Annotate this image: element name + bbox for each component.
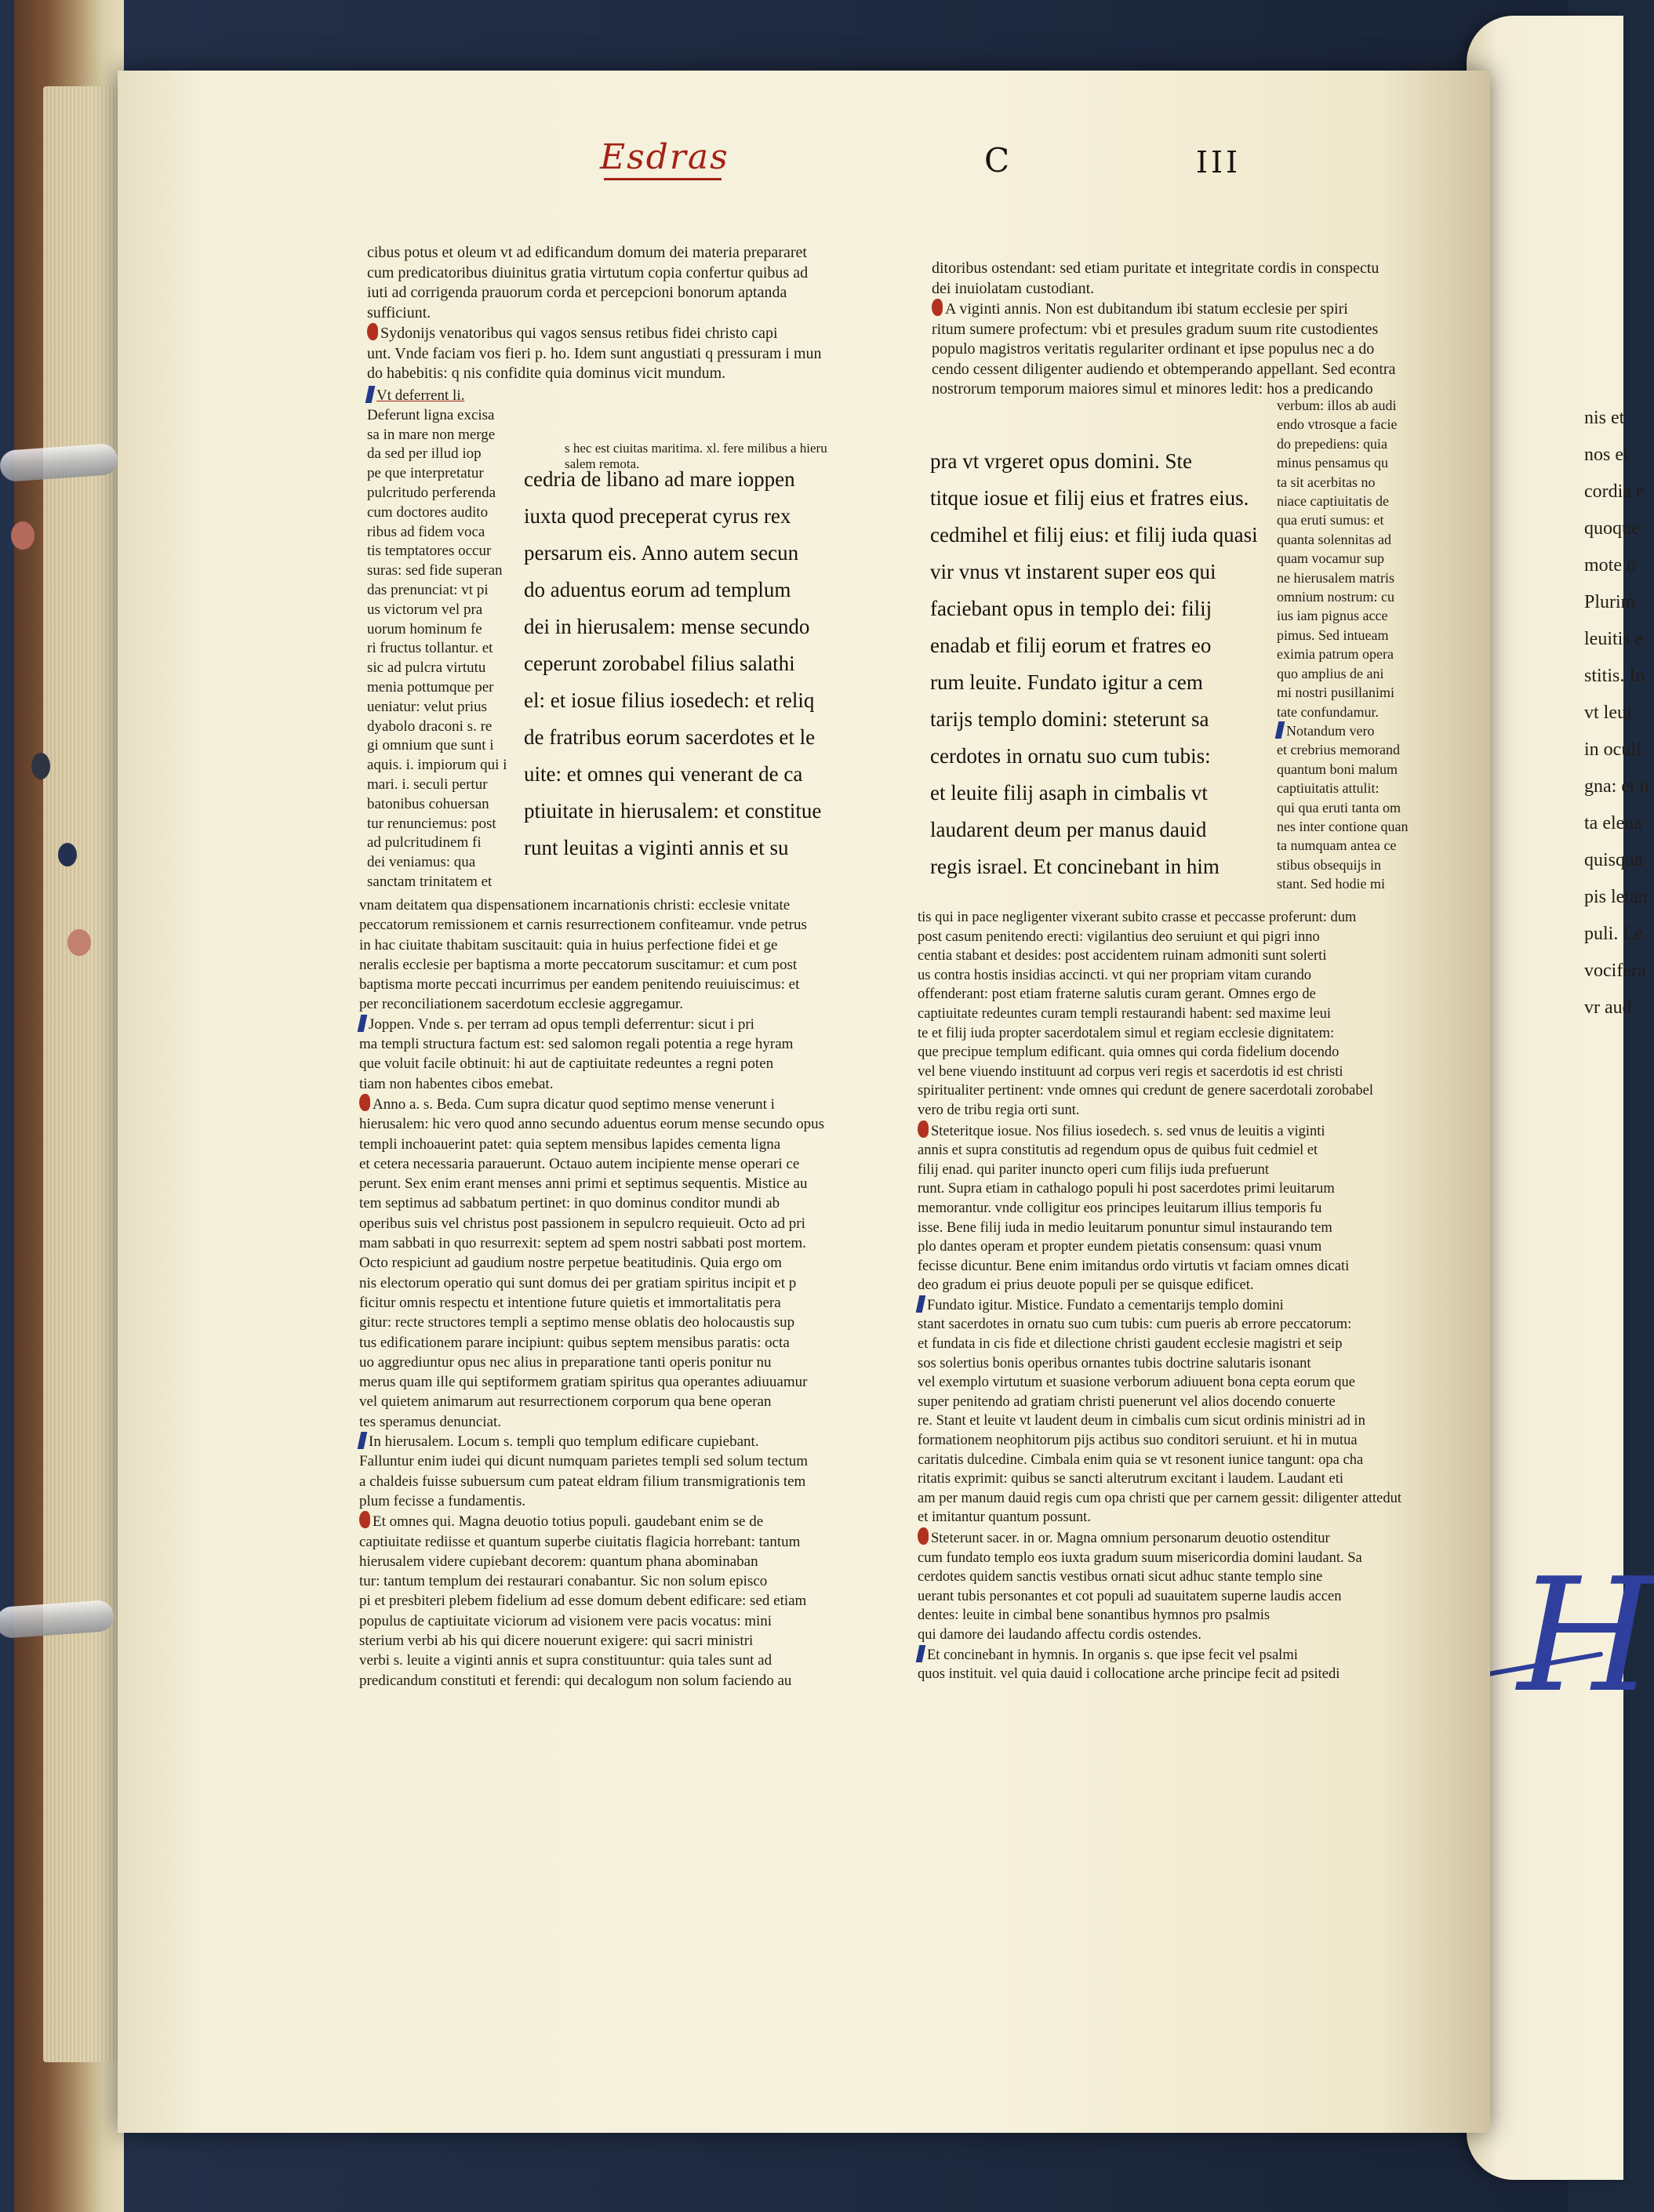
paragraph-mark — [358, 1015, 368, 1032]
interlinear-line: s hec est ciuitas maritima. xl. fere milibus a hieru — [565, 441, 827, 456]
gloss-line: et cetera necessaria parauerunt. Octauo autem incipiente mense operari ce — [359, 1155, 800, 1172]
gloss-line: Deferunt ligna excisa — [367, 406, 495, 423]
gloss-line: Sydonijs venatoribus qui vagos sensus retibus fidei christo capi — [367, 323, 822, 344]
main-text-line: iuxta quod preceperat cyrus rex — [524, 504, 791, 528]
main-text-line: cerdotes in ornatu suo cum tubis: — [930, 744, 1211, 768]
gloss-line: niace captiuitatis de — [1277, 493, 1389, 510]
gloss-line: tus edificationem parare incipiunt: quibus septem mensibus paratis: octa — [359, 1334, 790, 1351]
main-text-left — [524, 461, 821, 866]
gloss-line: das prenunciat: vt pi — [367, 581, 489, 598]
gloss-line: sa in mare non merge — [367, 426, 496, 443]
gloss-line: stant sacerdotes in ornatu suo cum tubis: cum pueris ab errore peccatorum: — [918, 1317, 1352, 1333]
facing-line: vocifera — [1584, 961, 1646, 981]
gloss-line: mari. i. seculi pertur — [367, 775, 488, 793]
gloss-line: neralis ecclesie per baptisma a morte peccatorum suscitamur: et cum post — [359, 956, 798, 973]
gloss-line: centia stabant et desides: post accidentem ruinam admoniti sunt solerti — [918, 948, 1327, 964]
facing-line: quisqua — [1584, 850, 1643, 870]
facing-line: pis letan — [1584, 887, 1648, 907]
gloss-line: minus pensamus qu — [1277, 455, 1388, 471]
gloss-line: ditoribus ostendant: sed etiam puritate et integritate cordis in conspectu — [932, 260, 1380, 277]
gloss-line: merus quam ille qui septiformem gratiam spiritus qua operantes adiuuamur — [359, 1374, 808, 1391]
main-text-line: rum leuite. Fundato igitur a cem — [930, 670, 1203, 694]
facing-line: vr aud — [1584, 997, 1632, 1018]
main-text-line: faciebant opus in templo dei: filij — [930, 597, 1212, 620]
facing-line: Plurim — [1584, 592, 1636, 612]
main-text-line: do aduentus eorum ad templum — [524, 578, 791, 601]
gloss-line: stibus obsequijs in — [1277, 856, 1382, 873]
main-text-line: tarijs templo domini: steterunt sa — [930, 707, 1209, 731]
gloss-line: annis et supra constitutis ad regendum opus de quibus fuit cedmiel et — [918, 1142, 1318, 1159]
gloss-line: qua eruti sumus: et — [1277, 512, 1384, 528]
rubric-paragraph-mark — [918, 1121, 929, 1138]
main-text-line: cedmihel et filij eius: et filij iuda quasi — [930, 523, 1258, 547]
gloss-line: mam sabbati in quo resurrexit: septem ad spem nostri sabbati post mortem. — [359, 1235, 806, 1252]
gloss-line: nostrorum temporum maiores simul et minores ledit: hos a predicando — [932, 380, 1373, 398]
gloss-line: isse. Bene filij iuda in medio leuitarum ponuntur simul instaurando tem — [918, 1219, 1332, 1236]
gloss-lemma: Et omnes qui. Magna deuotio totius populi. gaudebant enim se de — [359, 1511, 824, 1531]
gloss-line: sufficiunt. — [367, 303, 431, 321]
facing-line: mote n — [1584, 555, 1636, 576]
main-text-line: et leuite filij asaph in cimbalis vt — [930, 781, 1208, 805]
gloss-line: tur: tantum templum dei restaurari conabantur. Sic non solum episco — [359, 1573, 768, 1590]
blue-tab-marker — [58, 843, 77, 866]
gloss-lemma: Notandum vero — [1277, 721, 1408, 740]
gloss-lemma: Fundato igitur. Mistice. Fundato a cementarijs templo domini — [918, 1295, 1401, 1316]
gloss-line: super penitendo ad gratiam christi puenerunt vel alios docendo conuerte — [918, 1393, 1336, 1410]
gloss-lemma: Steterunt sacer. in or. Magna omnium personarum deuotio ostenditur — [918, 1527, 1401, 1549]
gloss-lemma: Vt deferrent li. — [367, 386, 507, 406]
gloss-line: eximia patrum opera — [1277, 646, 1394, 663]
gloss-line: verbi s. leuite a viginti annis et supra constituuntur: quia tales sunt ad — [359, 1652, 772, 1669]
facing-line: in oculi — [1584, 739, 1641, 760]
gloss-line: post casum penitendo erecti: vigilantius deo seruiunt et qui pigri inno — [918, 928, 1320, 945]
gloss-line: ta sit acerbitas no — [1277, 474, 1376, 490]
gloss-line: filij enad. qui pariter inuncto operi cum filijs iuda prefuerunt — [918, 1161, 1269, 1178]
gloss-line: unt. Vnde faciam vos fieri p. ho. Idem sunt angustiati q pressuram i mun — [367, 344, 822, 362]
gloss-lemma: In hierusalem. Locum s. templi quo templum edificare cupiebant. — [359, 1432, 824, 1451]
paragraph-mark — [1275, 721, 1285, 739]
rubric-paragraph-mark — [932, 299, 943, 316]
facing-page-initial: H — [1518, 1545, 1654, 1727]
gloss-line: cerdotes quidem sanctis vestibus ornati sicut adhuc stante templo sine — [918, 1569, 1323, 1585]
gloss-line: fecisse dicuntur. Bene enim imitandus ordo virtutis vt faciam omnes dicati — [918, 1258, 1350, 1274]
gloss-line: ritatis exprimit: quibus se sancti alterutrum excitant i laudem. Laudant eti — [918, 1471, 1344, 1487]
paragraph-mark — [365, 386, 376, 403]
main-text-line: uite: et omnes qui venerant de ca — [524, 762, 803, 786]
gloss-line: quos instituit. vel quia dauid i collocatione arche principe fecit ad psitedi — [918, 1666, 1340, 1683]
gloss-line: iuti ad corrigenda prauorum corda et percepcioni bonorum aptanda — [367, 284, 787, 301]
gloss-line: baptisma morte peccati incurrimus per eandem penitendo reuiuiscimus: et — [359, 976, 800, 993]
main-text-line: runt leuitas a viginti annis et su — [524, 836, 789, 859]
gloss-line: sos solertius bonis operibus ornantes tubis doctrine salutaris isonant — [918, 1355, 1311, 1371]
gloss-line: et crebrius memorand — [1277, 742, 1400, 758]
gloss-line: captiuitatis attulit: — [1277, 780, 1380, 797]
main-text-line: pra vt vrgeret opus domini. Ste — [930, 449, 1192, 473]
gloss-line: memorantur. vnde colligitur eos principes leuitarum illius temporis fu — [918, 1200, 1322, 1216]
gloss-line: ma templi structura factum est: sed salomon regali potentia a rege hyram — [359, 1036, 794, 1053]
gloss-line: peccatorum remissionem et carnis resurrectionem confiteamur. vnde petrus — [359, 917, 807, 934]
gloss-line: populo magistros veritatis regulariter ordinant et ipse populus nec a do — [932, 340, 1375, 358]
gloss-line: deo gradum ei prius deuote populi per se quisque edificet. — [918, 1277, 1254, 1294]
gloss-line: nis electorum operatio qui sunt domus dei per gratiam spiritus incipit et p — [359, 1274, 797, 1291]
gloss-line: et fundata in cis fide et dilectione christi gaudent ecclesie magistri et seip — [918, 1336, 1343, 1353]
running-title: Esdras — [600, 137, 729, 177]
gloss-line: ne hierusalem matris — [1277, 569, 1394, 586]
gloss-line: batonibus cohuersan — [367, 795, 489, 812]
facing-line: cordia e — [1584, 481, 1645, 502]
main-text-line: titque iosue et filij eius et fratres eius. — [930, 486, 1249, 510]
gloss-line: perunt. Sex enim erant menses anni primi et septimus sequentis. Mistice au — [359, 1175, 808, 1193]
gloss-line: vel bene viuendo instituunt ad corpus veri regis et sacerdotis id est christi — [918, 1063, 1343, 1080]
gloss-line: cum fundato templo eos iuxta gradum suum misericordia domini laudant. Sa — [918, 1549, 1362, 1566]
facing-page — [1467, 16, 1649, 2180]
gloss-line: tis qui in pace negligenter vixerant subito crasse et peccasse proferunt: dum — [918, 910, 1357, 925]
gloss-line: nes inter contione quan — [1277, 818, 1409, 834]
page-stack-edges — [43, 86, 122, 2062]
gloss-line: Falluntur enim iudei qui dicunt numquam parietes templi sed solum tectum — [359, 1453, 809, 1470]
gloss-line: vnam deitatem qua dispensationem incarnationis christi: ecclesie vnitate — [359, 897, 791, 913]
gloss-line: per reconciliationem sacerdotum ecclesie aggregamur. — [359, 996, 684, 1013]
gloss-line: ueniatur: velut prius — [367, 698, 488, 715]
gloss-line: cum doctores audito — [367, 503, 489, 521]
facing-line: stitis. In — [1584, 666, 1645, 686]
main-text-line: dei in hierusalem: mense secundo — [524, 615, 810, 638]
title-underline — [604, 178, 722, 180]
gloss-line: ri fructus tollantur. et — [367, 640, 493, 657]
paragraph-mark — [358, 1432, 368, 1449]
gloss-line: omnium nostrum: cu — [1277, 589, 1394, 605]
gloss-line: runt. Supra etiam in cathalogo populi hi post sacerdotes primi leuitarum — [918, 1181, 1335, 1197]
gloss-line: sic ad pulcra virtutu — [367, 659, 486, 677]
gloss-line: te et filij iuda propter sacerdotalem simul et regiam ecclesie dignitatem: — [918, 1025, 1335, 1041]
main-text-line: enadab et filij eorum et fratres eo — [930, 634, 1212, 657]
gloss-lemma: Anno a. s. Beda. Cum supra dicatur quod septimo mense venerunt i — [359, 1094, 824, 1114]
folio-number: III — [1196, 145, 1241, 180]
gloss-line: verbum: illos ab audi — [1277, 398, 1397, 413]
facing-line: leuitis e — [1584, 629, 1644, 649]
gloss-line: et imitantur quantum possunt. — [918, 1509, 1091, 1526]
gloss-line: pe que interpretatur — [367, 465, 484, 482]
main-text-line: de fratribus eorum sacerdotes et le — [524, 725, 816, 749]
gloss-lemma: Steteritque iosue. Nos filius iosedech. s. sed vnus de leuitis a viginti — [918, 1121, 1401, 1142]
main-text-line: vir vnus vt instarent super eos qui — [930, 560, 1216, 583]
gloss-line: ad pulcritudinem fi — [367, 834, 482, 852]
gloss-line: am per manum dauid regis cum opa christi que per carnem gessit: diligenter attedut — [918, 1490, 1401, 1506]
gloss-line: quantum boni malum — [1277, 761, 1398, 777]
paragraph-mark — [916, 1295, 926, 1313]
facing-line: ta eleua — [1584, 813, 1642, 834]
gloss-line: captiuitate rediisse et quantum superbe ciuitatis flagicia horrebant: tantum — [359, 1533, 801, 1550]
gloss-line: tate confundamur. — [1277, 703, 1379, 720]
gloss-line: menia pottumque per — [367, 678, 494, 696]
gloss-line: tes speramus denunciat. — [359, 1413, 501, 1430]
gloss-line: stant. Sed hodie mi — [1277, 876, 1385, 892]
gloss-line: que precipue templum edificant. quia omnes qui corda fidelium docendo — [918, 1044, 1340, 1061]
gloss-line: templi inchoauerint patet: quia septem mensibus lapides cementa ligna — [359, 1135, 781, 1153]
gloss-line: gitur: recte structores templi a septimo mense oblatis deo holocaustis sup — [359, 1314, 795, 1331]
rubric-paragraph-mark — [918, 1527, 929, 1545]
gloss-lemma: Et concinebant in hymnis. In organis s. que ipse fecit vel psalmi — [918, 1645, 1401, 1665]
gloss-line: ficitur omnis respectu et intentione future quietis et immortalitatis pera — [359, 1294, 781, 1311]
gloss-lemma: Joppen. Vnde s. per terram ad opus templi deferrentur: sicut i pri — [359, 1015, 824, 1034]
gloss-line: ius iam pignus acce — [1277, 608, 1388, 624]
gloss-line: hierusalem: hic vero quod anno secundo aduentus eorum mense secundo opus — [359, 1116, 825, 1133]
gloss-left-top — [367, 243, 822, 384]
main-text-line: el: et iosue filius iosedech: et reliq — [524, 688, 815, 712]
gloss-line: operibus suis vel christus post passionem in sepulcro requieuit. Octo ad pri — [359, 1215, 805, 1232]
gloss-line: quo amplius de ani — [1277, 665, 1384, 681]
gloss-line: plum fecisse a fundamentis. — [359, 1492, 526, 1509]
gloss-line: Octo respiciunt ad gaudium nostre perpetue beatitudinis. Quia ergo om — [359, 1255, 782, 1272]
gloss-line: aquis. i. impiorum qui i — [367, 757, 507, 774]
gloss-lemma: A viginti annis. Non est dubitandum ibi statum ecclesie per spiri — [932, 299, 1395, 320]
gloss-line: in hac ciuitate thabitam suscitauit: quia in huius perfectione fidei et ge — [359, 936, 778, 953]
gloss-line: vel quietem animarum aut resurrectionem corporum qua bene operan — [359, 1393, 772, 1411]
gloss-line: hierusalem videre cupiebant decorem: quantum phana abominaban — [359, 1553, 758, 1570]
gloss-left-bottom — [359, 895, 824, 1691]
main-text-right — [930, 443, 1258, 885]
gloss-line: pimus. Sed intueam — [1277, 627, 1389, 643]
gloss-line: qui qua eruti tanta om — [1277, 799, 1401, 815]
gloss-line: vero de tribu regia orti sunt. — [918, 1102, 1080, 1118]
gloss-line: offenderant: post etiam fraterne salutis curam gerant. Omnes ergo de — [918, 986, 1316, 1003]
gloss-line: ribus ad fidem voca — [367, 523, 485, 540]
gloss-line: formationem neophitorum pijs actibus suo conditori seruiunt. et hi in mutua — [918, 1433, 1358, 1449]
gloss-line: tiam non habentes cibos emebat. — [359, 1075, 554, 1092]
gloss-line: predicandum constituti et ferendi: qui decalogum non solum faciendo au — [359, 1672, 792, 1689]
gloss-left-narrow — [367, 386, 507, 892]
gloss-line: ta numquam antea ce — [1277, 837, 1397, 854]
gloss-line: cum predicatoribus diuinitus gratia virtutum copia confertur quibus ad — [367, 263, 809, 281]
facing-line: nos et — [1584, 445, 1629, 465]
gloss-line: sterium verbi ab his qui dicere nouerunt exigere: qui sacri ministri — [359, 1632, 754, 1649]
gloss-right-narrow — [1277, 396, 1408, 894]
gloss-line: uerant tubis personantes et cot populi ad suauitatem superne laudis accen — [918, 1588, 1342, 1604]
gloss-line: re. Stant et leuite vt laudent deum in cimbalis cum sicut ordinis ministri ad in — [918, 1413, 1365, 1429]
gloss-line: quam vocamur sup — [1277, 550, 1384, 567]
interlinear-line: salem remota. — [565, 456, 640, 471]
facing-line: nis et — [1584, 408, 1625, 428]
gloss-line: a chaldeis fuisse subuersum cum pateat eldram filium transmigrationis tem — [359, 1473, 806, 1490]
rubric-paragraph-mark — [367, 323, 378, 340]
gloss-line: tem septimus ad sabbatum pertinet: in quo dominus conditor mundi ab — [359, 1195, 780, 1212]
gloss-right-top — [932, 259, 1395, 400]
gloss-line: cendo cessent diligenter audiendo et obtemperando appellant. Sed econtra — [932, 360, 1396, 378]
gloss-line: spiritualiter pertinent: vnde omnes qui credunt de genere sacerdotali zorobabel — [918, 1083, 1373, 1099]
gloss-line: quanta solennitas ad — [1277, 531, 1391, 547]
gloss-line: do habebitis: q nis confidite quia dominus vicit mundum. — [367, 365, 726, 382]
dark-tab-marker — [31, 753, 50, 779]
main-text-line: ceperunt zorobabel filius salathi — [524, 652, 795, 675]
facing-line: gna: et n — [1584, 776, 1649, 797]
gloss-line: pulcritudo perferenda — [367, 484, 496, 501]
gloss-line: plo dantes operam et propter eundem pietatis consensum: quasi vnum — [918, 1239, 1322, 1255]
gloss-line: vel exemplo virtutum et suasione verborum adiuuent bona cepta eorum que — [918, 1375, 1355, 1391]
gloss-line: sanctam trinitatem et — [367, 873, 493, 890]
gloss-line: mi nostri pusillanimi — [1277, 685, 1395, 701]
facing-line: puli. Le — [1584, 924, 1643, 944]
gloss-line: uorum hominum fe — [367, 620, 482, 637]
gloss-right-bottom — [918, 908, 1401, 1684]
red-tab-marker — [67, 929, 91, 956]
rubric-paragraph-mark — [359, 1511, 370, 1528]
main-text-line: persarum eis. Anno autem secun — [524, 541, 799, 565]
main-text-line: ptiuitate in hierusalem: et constitue — [524, 799, 822, 823]
gloss-line: suras: sed fide superan — [367, 562, 503, 579]
gloss-line: dyabolo draconi s. re — [367, 717, 493, 735]
gloss-line: dei veniamus: qua — [367, 854, 476, 871]
facing-line: vt leui — [1584, 703, 1632, 723]
gloss-line: populus de captiuitate viciorum ad visionem vere pacis vocatus: mini — [359, 1612, 772, 1629]
gloss-line: endo vtrosque a facie — [1277, 416, 1398, 433]
gloss-line: captiuitate redeuntes curam templi restaurandi habent: sed maxime leui — [918, 1005, 1332, 1022]
paragraph-mark — [916, 1645, 926, 1662]
gloss-line: gi omnium que sunt i — [367, 737, 494, 754]
main-text-line: regis israel. Et concinebant in him — [930, 855, 1220, 878]
rubric-paragraph-mark — [359, 1094, 370, 1111]
gloss-line: uo aggrediuntur opus nec alius in preparatione tanti operis ponitur nu — [359, 1353, 772, 1371]
gloss-line: us victorum vel pra — [367, 601, 483, 618]
gloss-line: tis temptatores occur — [367, 543, 492, 560]
main-text-line: cedria de libano ad mare ioppen — [524, 467, 795, 491]
gloss-line: do prepediens: quia — [1277, 435, 1387, 452]
red-tab-marker — [11, 521, 35, 550]
gloss-line: us contra hostis insidias accincti. vt qui ner propriam vitam curando — [918, 967, 1311, 983]
gloss-line: tur renunciemus: post — [367, 815, 496, 832]
main-text-line: laudarent deum per manus dauid — [930, 818, 1207, 841]
gloss-line: ritum sumere profectum: vbi et presules gradum suum rite custodientes — [932, 320, 1379, 338]
gloss-line: da sed per illud iop — [367, 445, 482, 463]
section-letter: C — [984, 141, 1010, 180]
gloss-line: qui damore dei laudando affectu cordis ostendes. — [918, 1626, 1201, 1643]
gloss-line: cibus potus et oleum vt ad edificandum domum dei materia prepararet — [367, 244, 807, 261]
gloss-line: que voluit facile obtinuit: hi aut de captiuitate redeuntes a regni poten — [359, 1055, 774, 1073]
facing-page-text — [1584, 400, 1649, 1026]
gloss-line: caritatis dulcedine. Cimbala enim quia se vt resonent iunice tangunt: opa cha — [918, 1451, 1364, 1468]
gloss-line: dentes: leuite in cimbal bene sonantibus hymnos pro psalmis — [918, 1607, 1270, 1624]
gloss-line: pi et presbiteri plebem fidelium ad esse domum debent edificare: sed etiam — [359, 1593, 807, 1610]
gloss-line: dei inuiolatam custodiant. — [932, 279, 1095, 297]
facing-line: quoque — [1584, 518, 1640, 539]
